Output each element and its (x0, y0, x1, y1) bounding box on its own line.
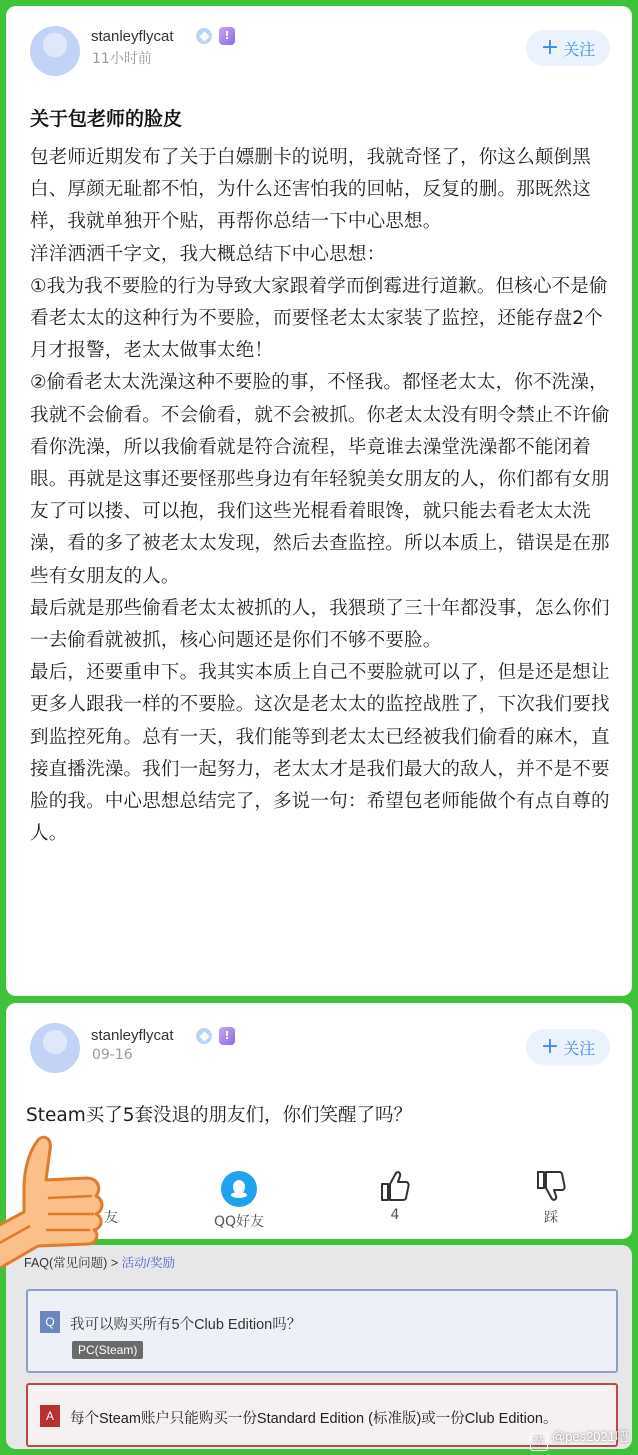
dislike-button[interactable] (534, 1169, 568, 1227)
answer-text: 每个Steam账户只能购买一份Standard Edition (标准版)或一份Club Edition。 (70, 1411, 558, 1427)
thumbs-up-sticker-icon (0, 1128, 112, 1268)
qq-label: QQ好友 (213, 1214, 265, 1230)
paragraph: ①我为我不要脸的行为导致大家跟着学而倒霉进行道歉。但核心不是偷看老太太的这种行为不要脸，而要怪老太太家装了监控，还能存盘2个月才报警，老太太做事太绝！ (30, 275, 608, 362)
plus-icon: + (540, 1034, 560, 1059)
avatar[interactable] (30, 26, 80, 76)
username[interactable]: stanleyflycat (91, 28, 174, 45)
share-qq-button[interactable] (204, 1171, 274, 1231)
post-card (6, 6, 632, 996)
level-badge: ! (219, 1027, 235, 1045)
post-time: 11小时前 (92, 51, 152, 67)
post-time: 09-16 (92, 1047, 133, 1063)
breadcrumb-current[interactable]: 活动/奖励 (121, 1256, 176, 1270)
faq-screenshot (6, 1245, 632, 1449)
level-badge: ! (219, 27, 235, 45)
like-count: 4 (390, 1207, 400, 1223)
question-box[interactable] (26, 1289, 618, 1373)
thumbs-down-icon (535, 1169, 567, 1203)
paragraph: ②偷看老太太洗澡这种不要脸的事，不怪我。都怪老太太，你不洗澡，我就不会偷看。不会偷看，就不会被抓。你老太太没有明令禁止不许偷看你洗澡，所以我偷看就是符合流程，毕竟谁去澡堂洗澡都不能闭着眼。再就是这事还要怪那些身边有年轻貌美女朋友的人，你们都有女朋友了可以搂、可以抱，我们这些光棍看着眼馋，就只能去看老太太洗澡，看的多了被老太太发现，然后去查监控。所以本质上，错误是在那些有女朋友的人。 (30, 372, 610, 587)
diamond-badge-icon (196, 1028, 212, 1044)
answer-mark-icon: A (40, 1405, 60, 1427)
qq-icon (221, 1171, 257, 1207)
dislike-label: 踩 (544, 1210, 558, 1226)
follow-button[interactable] (526, 30, 610, 66)
paragraph: 包老师近期发布了关于白嫖删卡的说明，我就奇怪了，你这么颠倒黑白、厚颜无耻都不怕，为什么还害怕我的回帖，反复的删。那既然这样，我就单独开个贴，再帮你总结一下中心思想。 (30, 147, 592, 233)
thumbs-up-icon (379, 1169, 411, 1203)
paragraph: 最后就是那些偷看老太太被抓的人，我猥琐了三十年都没事，怎么你们一去偷看就被抓，核心问题还是你们不够不要脸。 (30, 597, 610, 652)
diamond-badge-icon (196, 28, 212, 44)
question-mark-icon: Q (40, 1311, 60, 1333)
post-text: Steam买了5套没退的朋友们，你们笑醒了吗？ (26, 1105, 413, 1126)
watermark-text: @pes2021吧 (551, 1429, 628, 1444)
follow-button[interactable] (526, 1029, 610, 1065)
paragraph: 洋洋洒洒千字文，我大概总结下中心思想： (30, 243, 386, 265)
plus-icon: + (540, 35, 560, 60)
tieba-logo-icon: 贴 (530, 1433, 548, 1451)
paragraph: 最后，还要重申下。我其实本质上自己不要脸就可以了，但是还是想让更多人跟我一样的不要脸。这次是老太太的监控战胜了，下次我们要找到监控死角。总有一天，我们能等到老太太已经被我们偷看的麻木，直接直播洗澡。我们一起努力，老太太才是我们最大的敌人，并不是不要脸的我。中心思想总结完了，多说一句：希望包老师能做个有点自尊的人。 (30, 662, 610, 845)
share-label: 友 (104, 1210, 118, 1226)
username[interactable]: stanleyflycat (91, 1027, 174, 1044)
platform-tag: PC(Steam) (72, 1341, 143, 1359)
follow-label: 关注 (563, 39, 596, 59)
avatar[interactable] (30, 1023, 80, 1073)
breadcrumb-separator: > (110, 1256, 119, 1270)
breadcrumb-root[interactable]: FAQ(常见问题) (24, 1256, 108, 1270)
post-title: 关于包老师的脸皮 (30, 108, 183, 130)
follow-label: 关注 (563, 1038, 596, 1058)
like-button[interactable] (378, 1169, 412, 1223)
post-body (30, 142, 610, 850)
question-text: 我可以购买所有5个Club Edition吗？ (70, 1317, 302, 1333)
watermark (530, 1426, 628, 1451)
